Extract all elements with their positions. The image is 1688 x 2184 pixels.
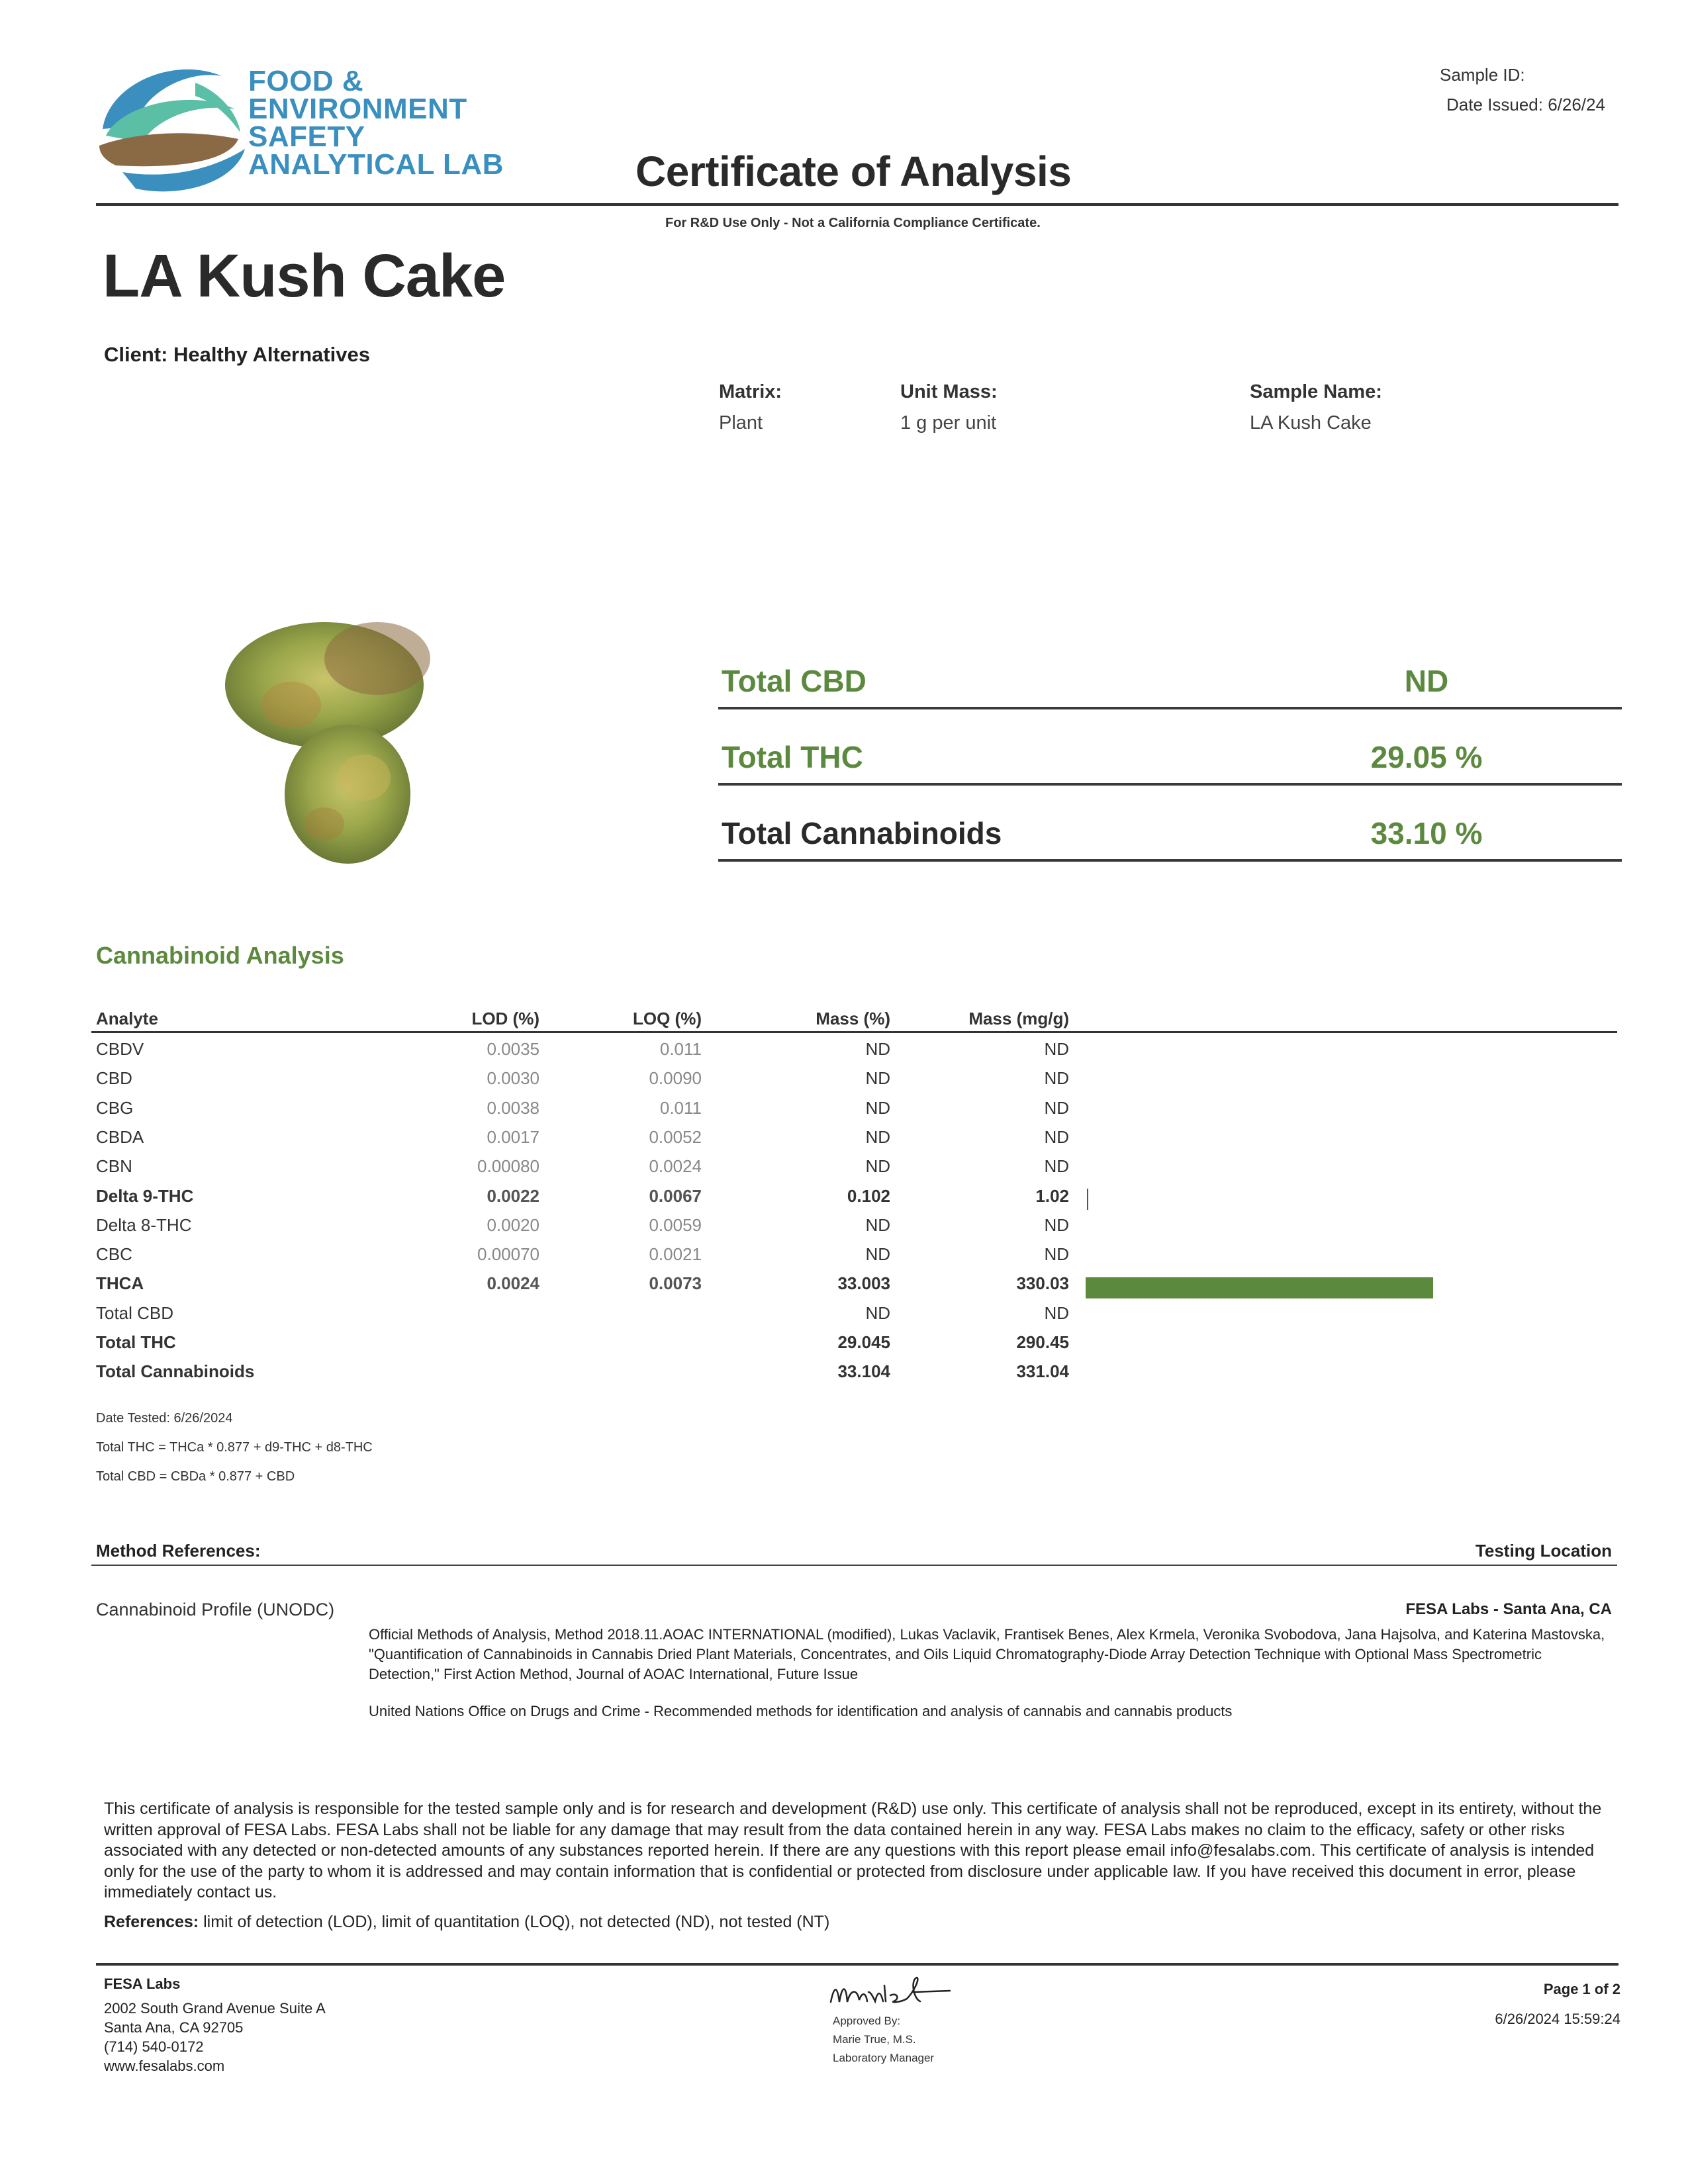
summary-label: Total CBD: [722, 664, 867, 698]
lod-cell: 0.0030: [487, 1068, 539, 1089]
mass-bar: [1086, 1277, 1433, 1298]
analyte-cell: Delta 9-THC: [96, 1185, 194, 1206]
table-row: [0, 1098, 1688, 1127]
analyte-cell: CBG: [96, 1097, 134, 1118]
lod-cell: 0.0024: [487, 1273, 539, 1294]
mass-pct-cell: ND: [865, 1039, 890, 1059]
analyte-cell: CBDV: [96, 1039, 144, 1059]
table-row: [0, 1215, 1688, 1244]
lod-cell: 0.0038: [487, 1097, 539, 1118]
summary-total-cbd: [718, 654, 1622, 709]
loq-cell: 0.0067: [649, 1185, 702, 1206]
mass-mg-cell: ND: [1044, 1302, 1069, 1323]
mass-mg-cell: ND: [1044, 1214, 1069, 1235]
mass-mg-cell: 290.45: [1016, 1332, 1069, 1352]
analyte-cell: CBC: [96, 1244, 132, 1265]
loq-cell: 0.0052: [649, 1126, 702, 1147]
total-thc-formula: Total THC = THCa * 0.877 + d9-THC + d8-THC: [96, 1440, 373, 1455]
table-row: [0, 1156, 1688, 1185]
loq-cell: 0.011: [659, 1039, 702, 1059]
mass-pct-cell: ND: [865, 1156, 890, 1177]
rnd-use-note: For R&D Use Only - Not a California Compliance Certificate.: [665, 216, 1041, 230]
lab-website: www.fesalabs.com: [104, 2058, 225, 2074]
lod-cell: 0.0017: [487, 1126, 539, 1147]
column-header-mass-pct: Mass (%): [816, 1009, 890, 1028]
page-info: [1495, 1974, 1620, 2034]
report-timestamp: 6/26/2024 15:59:24: [1495, 2011, 1620, 2027]
table-row: [0, 1186, 1688, 1215]
sample-name-value: LA Kush Cake: [1250, 412, 1372, 433]
mass-mg-cell: ND: [1044, 1126, 1069, 1147]
logo-wordmark: [248, 65, 504, 181]
column-header-lod: LOD (%): [471, 1009, 539, 1028]
mass-pct-cell: 33.104: [837, 1361, 890, 1382]
mass-mg-cell: ND: [1044, 1068, 1069, 1089]
footer-divider: [96, 1963, 1618, 1966]
analyte-cell: CBN: [96, 1156, 132, 1177]
mass-pct-cell: ND: [865, 1302, 890, 1323]
summary-value: ND: [1404, 664, 1449, 698]
mass-pct-cell: ND: [865, 1126, 890, 1147]
summary-value: 29.05 %: [1370, 740, 1483, 774]
loq-cell: 0.0090: [649, 1068, 702, 1089]
mass-pct-cell: ND: [865, 1068, 890, 1089]
analyte-cell: Total THC: [96, 1332, 176, 1352]
analyte-cell: CBDA: [96, 1126, 144, 1147]
column-header-analyte: Analyte: [96, 1009, 158, 1028]
analyte-cell: Total Cannabinoids: [96, 1361, 255, 1382]
references-text: limit of detection (LOD), limit of quantitation (LOQ), not detected (ND), not tested (NT): [199, 1913, 830, 1931]
approved-by-label: Approved By:: [833, 2015, 901, 2027]
date-issued: Date Issued: 6/26/24: [1446, 95, 1605, 114]
testing-location: FESA Labs - Santa Ana, CA: [1405, 1600, 1612, 1618]
disclaimer: This certificate of analysis is responsible for the tested sample only and is for research and development (R&D) use only. This certificate of analysis shall not be reproduced, except in its entirety, without the written approval of FESA Labs. FESA Labs shall not be liable for any damage that may result from the data contained herein in any way. FESA Labs makes no claim to the efficacy, safety or other risks associated with any detected or non-detected amounts of any substances reported herein. If there are any questions with this report please email info@fesalabs.com. This certificate of analysis is intended only for the use of the party to whom it is addressed and may contain information that is confidential or protected from disclosure under applicable law. If you have received this document in error, please immediately contact us.: [104, 1799, 1602, 1901]
address-line-2: Santa Ana, CA 92705: [104, 2019, 244, 2036]
document-title: Certificate of Analysis: [635, 148, 1072, 195]
method-references-label: Method References:: [96, 1541, 261, 1561]
references-label: References:: [104, 1913, 199, 1931]
product-image: [212, 612, 477, 870]
loq-cell: 0.0024: [649, 1156, 702, 1177]
method-name: Cannabinoid Profile (UNODC): [96, 1600, 335, 1619]
logo-line-3: SAFETY: [248, 120, 365, 153]
lab-address-block: [104, 1974, 326, 2075]
sample-name-label: Sample Name:: [1250, 381, 1382, 402]
mass-mg-cell: 331.04: [1016, 1361, 1069, 1382]
table-row: [0, 1039, 1688, 1068]
testing-location-label: Testing Location: [1475, 1541, 1612, 1561]
table-row: [0, 1273, 1688, 1302]
table-row: [0, 1332, 1688, 1361]
mass-mg-cell: 330.03: [1016, 1273, 1069, 1294]
lod-cell: 0.0035: [487, 1039, 539, 1059]
mass-mg-cell: ND: [1044, 1097, 1069, 1118]
references-note: [104, 1913, 829, 1932]
analyte-cell: Total CBD: [96, 1302, 174, 1323]
mass-pct-cell: ND: [865, 1244, 890, 1265]
section-title: Cannabinoid Analysis: [96, 942, 344, 969]
loq-cell: 0.0073: [649, 1273, 702, 1294]
summary-label: Total THC: [722, 740, 863, 774]
table-row: [0, 1127, 1688, 1156]
approver-title: Laboratory Manager: [833, 2052, 935, 2064]
method-reference-unodc: United Nations Office on Drugs and Crime - Recommended methods for identification and analysis of cannabis and cannabis products: [369, 1703, 1233, 1719]
logo-line-2: ENVIRONMENT: [248, 93, 467, 125]
mass-pct-cell: 29.045: [837, 1332, 890, 1352]
mass-pct-cell: 0.102: [847, 1185, 890, 1206]
mass-mg-cell: ND: [1044, 1039, 1069, 1059]
analyte-cell: CBD: [96, 1068, 132, 1089]
mass-bar-tick: [1087, 1189, 1088, 1210]
lod-cell: 0.00070: [477, 1244, 539, 1265]
mass-mg-cell: ND: [1044, 1156, 1069, 1177]
mass-pct-cell: ND: [865, 1214, 890, 1235]
table-row: [0, 1068, 1688, 1097]
unit-mass-value: 1 g per unit: [900, 412, 997, 433]
lod-cell: 0.0020: [487, 1214, 539, 1235]
approver-name: Marie True, M.S.: [833, 2033, 916, 2046]
summary-label: Total Cannabinoids: [722, 816, 1002, 850]
page-number: Page 1 of 2: [1543, 1981, 1620, 1997]
date-tested: Date Tested: 6/26/2024: [96, 1411, 233, 1426]
lod-cell: 0.0022: [487, 1185, 539, 1206]
matrix-label: Matrix:: [719, 381, 782, 402]
method-reference-aoac: Official Methods of Analysis, Method 2018.11.AOAC INTERNATIONAL (modified), Lukas Vaclavik, Frantisek Benes, Alex Krmela, Veronika Svobodova, Jana Hajsolva, and Katerina Mastovska, "Quantification of Cannabinoids in Cannabis Dried Plant Materials, Concentrates, and Oils Liquid Chromatography-Diode Array Detection Technique with Optional Mass Spectrometric Detection," First Action Method, Journal of AOAC International, Future Issue: [369, 1626, 1605, 1682]
mass-mg-cell: ND: [1044, 1244, 1069, 1265]
approval-block: [833, 2012, 934, 2068]
loq-cell: 0.011: [659, 1097, 702, 1118]
method-references-divider: [91, 1565, 1617, 1566]
logo-line-4: ANALYTICAL LAB: [248, 148, 504, 181]
header-divider: [96, 203, 1618, 206]
analyte-cell: THCA: [96, 1273, 144, 1294]
loq-cell: 0.0059: [649, 1214, 702, 1235]
matrix-value: Plant: [719, 412, 763, 433]
lab-name: FESA Labs: [104, 1976, 181, 1992]
column-header-loq: LOQ (%): [633, 1009, 702, 1028]
total-cbd-formula: Total CBD = CBDa * 0.877 + CBD: [96, 1469, 295, 1484]
table-row: [0, 1244, 1688, 1273]
sample-id: Sample ID:: [1440, 65, 1525, 85]
loq-cell: 0.0021: [649, 1244, 702, 1265]
mass-mg-cell: 1.02: [1035, 1185, 1069, 1206]
summary-value: 33.10 %: [1370, 816, 1483, 850]
signature: [827, 1972, 953, 2012]
mass-pct-cell: 33.003: [837, 1273, 890, 1294]
client-name: Client: Healthy Alternatives: [104, 343, 370, 366]
mass-pct-cell: ND: [865, 1097, 890, 1118]
table-row: [0, 1361, 1688, 1390]
lab-phone: (714) 540-0172: [104, 2038, 204, 2055]
summary-total-thc: [718, 730, 1622, 786]
column-header-mass-mg: Mass (mg/g): [968, 1009, 1069, 1028]
table-header-divider: [91, 1031, 1617, 1033]
lod-cell: 0.00080: [477, 1156, 539, 1177]
product-name: LA Kush Cake: [103, 242, 506, 310]
analyte-cell: Delta 8-THC: [96, 1214, 192, 1235]
spacer: [104, 1993, 326, 1999]
logo-line-1: FOOD &: [248, 65, 364, 97]
table-row: [0, 1303, 1688, 1332]
summary-total-cannabinoids: [718, 806, 1622, 862]
address-line-1: 2002 South Grand Avenue Suite A: [104, 2000, 326, 2017]
unit-mass-label: Unit Mass:: [900, 381, 998, 402]
